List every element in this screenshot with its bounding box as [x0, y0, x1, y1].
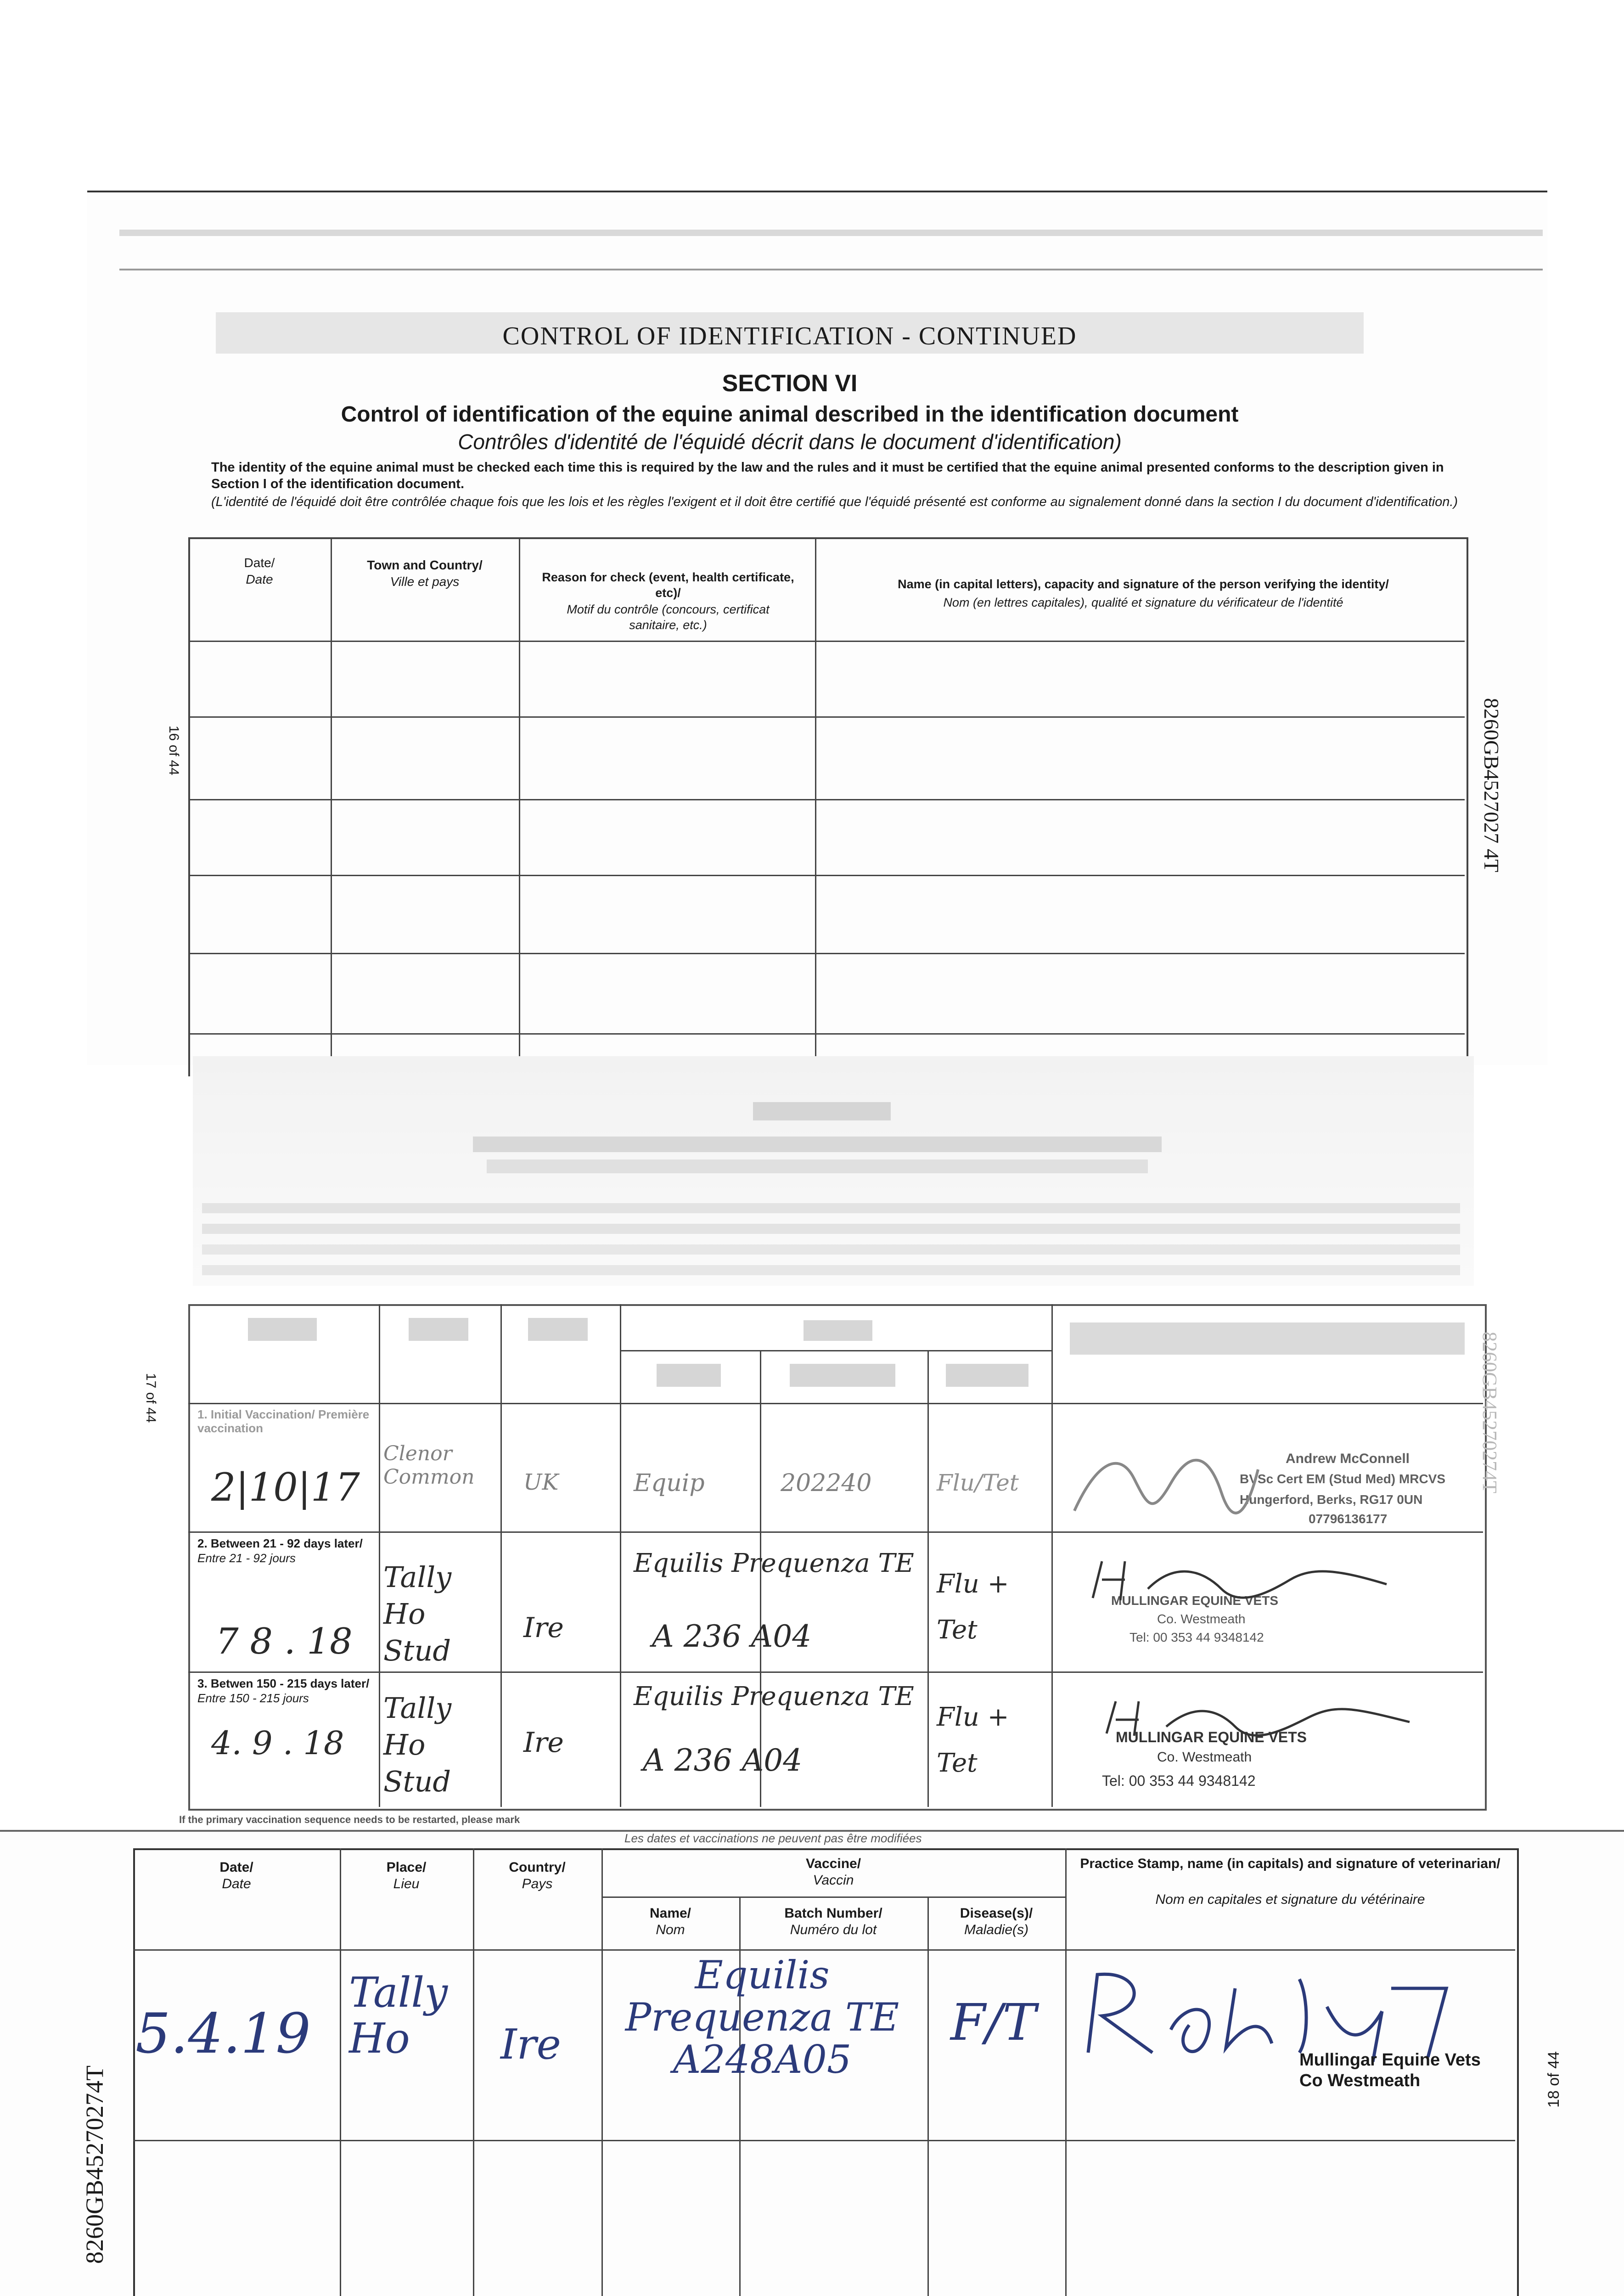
row-3-place: Tally Ho Stud	[383, 1691, 452, 1798]
row-2-place: Tally Ho Stud	[383, 1560, 452, 1667]
row-1-stamp-line-1: Andrew McConnell	[1286, 1451, 1410, 1466]
vaccination-footnote: If the primary vaccination sequence needs to be restarted, please mark	[179, 1814, 520, 1825]
section-title-fr: Contrôles d'identité de l'équidé décrit dans le document d'identification)	[458, 430, 1122, 454]
col-reason-fr: Motif du contrôle (concours, certificat sanitaire, etc.)	[567, 602, 770, 632]
row-1-batch: 202240	[781, 1469, 872, 1497]
passport-id-right-middle: 8260GB45270274T	[1478, 1332, 1501, 1493]
col-date-en: Date/	[244, 556, 275, 570]
page-number-17: 17 of 44	[143, 1373, 158, 1423]
banner-title: CONTROL OF IDENTIFICATION - CONTINUED	[502, 322, 1077, 350]
section-title-en: Control of identification of the equine animal described in the identification document	[341, 402, 1239, 427]
p18-col-stamp-en: Practice Stamp, name (in capitals) and signature of veterinarian/	[1080, 1856, 1500, 1871]
p18-col-batch-en: Batch Number/	[784, 1906, 882, 1921]
row-3-signature	[1097, 1694, 1419, 1740]
p18-col-name-en: Name/	[649, 1906, 691, 1921]
row-3-label-en: 3. Betwen 150 - 215 days later/	[197, 1677, 370, 1690]
p18-col-place-fr: Lieu	[393, 1876, 420, 1891]
p18-col-name-fr: Nom	[656, 1922, 685, 1937]
row-1-date: 2|10|17	[211, 1465, 360, 1510]
row-2-vaccine-name: Equilis Prequenza TE	[634, 1548, 914, 1578]
col-town-fr: Ville et pays	[390, 574, 460, 589]
section-note-fr: (L'identité de l'équidé doit être contrôlée chaque fois que les lois et les règles l'exigent et il doit être certifié que l'équidé présenté est conforme au signalement donné dans la section I du document d'identification.)	[211, 495, 1458, 509]
col-name-en: Name (in capital letters), capacity and signature of the person verifying the identity/	[898, 577, 1389, 591]
page-number-16: 16 of 44	[166, 726, 181, 776]
identification-table	[188, 537, 1468, 1076]
row-1-stamp-line-4: 07796136177	[1309, 1512, 1388, 1526]
p18-entry-country: Ire	[500, 2020, 561, 2069]
p18-entry-disease: F/T	[950, 1993, 1036, 2052]
p18-col-country-fr: Pays	[522, 1876, 553, 1891]
row-3-country: Ire	[523, 1727, 564, 1759]
p18-entry-date: 5.4.19	[135, 2002, 311, 2066]
section-number: SECTION VI	[722, 370, 858, 397]
col-name-fr: Nom (en lettres capitales), qualité et signature du vérificateur de l'identité	[943, 596, 1343, 609]
p18-col-date-fr: Date	[222, 1876, 251, 1891]
p18-stamp-line-2: Co Westmeath	[1299, 2071, 1421, 2090]
row-2-disease: Flu + Tet	[937, 1569, 1009, 1645]
p18-entry-vaccine: Equilis Prequenza TE A248A05	[625, 1953, 899, 2082]
p18-col-disease-fr: Maladie(s)	[964, 1922, 1029, 1937]
row-2-label-en: 2. Between 21 - 92 days later/	[197, 1536, 363, 1550]
row-3-stamp-line-3: Tel: 00 353 44 9348142	[1102, 1773, 1256, 1789]
row-1-vaccine-name: Equip	[634, 1469, 705, 1497]
p18-col-vaccine-fr: Vaccin	[813, 1873, 854, 1888]
row-3-stamp-line-1: MULLINGAR EQUINE VETS	[1116, 1729, 1307, 1745]
p18-col-batch-fr: Numéro du lot	[790, 1922, 877, 1937]
row-1-disease: Flu/Tet	[937, 1469, 1019, 1496]
page-18-note: Les dates et vaccinations ne peuvent pas être modifiées	[624, 1831, 922, 1845]
row-3-label-fr: Entre 150 - 215 jours	[197, 1691, 309, 1705]
row-3-batch: A 236 A04	[643, 1743, 803, 1778]
passport-id-right-top: 8260GB4527027 4T	[1480, 698, 1503, 872]
p18-col-place-en: Place/	[386, 1860, 427, 1875]
row-1-signature	[1070, 1442, 1263, 1525]
row-1-stamp-line-3: Hungerford, Berks, RG17 0UN	[1240, 1492, 1423, 1507]
row-2-stamp-line-2: Co. Westmeath	[1157, 1612, 1246, 1626]
section-note-en: The identity of the equine animal must be checked each time this is required by the law and the rules and it must be certified that the equine animal presented conforms to the description given in Section I of the identification document.	[211, 460, 1444, 491]
vaccination-row-3-label	[197, 1676, 372, 1705]
p18-col-disease-en: Disease(s)/	[960, 1906, 1033, 1921]
passport-id-left-bottom: 8260GB45270274T	[81, 2065, 108, 2264]
row-2-stamp-line-3: Tel: 00 353 44 9348142	[1129, 1630, 1264, 1644]
vaccination-row-1-label: 1. Initial Vaccination/ Première vaccination	[197, 1407, 370, 1435]
col-date-fr: Date	[246, 572, 273, 586]
p18-col-country-en: Country/	[509, 1860, 566, 1875]
row-1-place: Clenor Common	[383, 1442, 475, 1489]
vaccination-row-2-label	[197, 1536, 372, 1565]
row-3-stamp-line-2: Co. Westmeath	[1157, 1750, 1252, 1765]
row-2-date: 7 8 . 18	[216, 1621, 353, 1662]
p18-stamp-line-1: Mullingar Equine Vets	[1299, 2050, 1481, 2070]
row-2-country: Ire	[523, 1612, 564, 1644]
col-town-en: Town and Country/	[367, 558, 483, 572]
row-2-signature	[1084, 1552, 1405, 1607]
row-1-country: UK	[523, 1469, 559, 1495]
col-reason-en: Reason for check (event, health certificate, etc)/	[542, 570, 794, 600]
p18-col-stamp-fr: Nom en capitales et signature du vétérinaire	[1155, 1892, 1425, 1907]
row-2-label-fr: Entre 21 - 92 jours	[197, 1551, 296, 1565]
p18-col-vaccine-en: Vaccine/	[805, 1856, 861, 1871]
row-1-stamp-line-2: BVSc Cert EM (Stud Med) MRCVS	[1240, 1472, 1446, 1486]
page-number-18: 18 of 44	[1545, 2051, 1562, 2108]
row-3-date: 4. 9 . 18	[211, 1724, 344, 1762]
p18-entry-place: Tally Ho	[349, 1969, 448, 2063]
row-3-vaccine-name: Equilis Prequenza TE	[634, 1682, 914, 1711]
row-2-stamp-line-1: MULLINGAR EQUINE VETS	[1111, 1593, 1279, 1608]
row-2-batch: A 236 A04	[652, 1619, 812, 1654]
p18-col-date-en: Date/	[219, 1860, 253, 1875]
row-3-disease: Flu + Tet	[937, 1702, 1009, 1778]
